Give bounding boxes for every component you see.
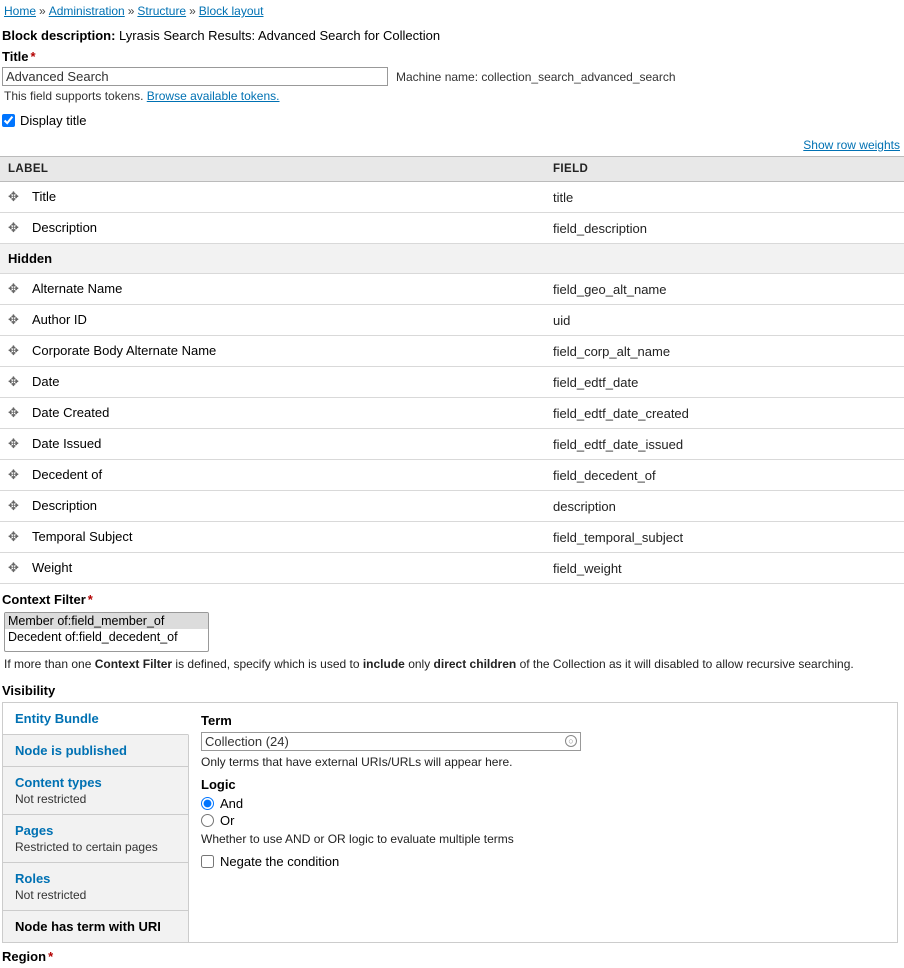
negate-row xyxy=(201,854,885,869)
tab-content-types-summary: Not restricted xyxy=(15,792,87,806)
autocomplete-throbber-icon: ○ xyxy=(565,735,577,747)
table-row[interactable] xyxy=(0,182,904,213)
fields-table xyxy=(0,156,904,584)
row-field: field_geo_alt_name xyxy=(545,274,904,305)
required-marker: * xyxy=(30,49,36,64)
row-field: field_edtf_date xyxy=(545,367,904,398)
drag-handle-icon[interactable]: ✥ xyxy=(8,529,19,544)
tab-pages-title: Pages xyxy=(15,823,54,838)
drag-handle-icon[interactable]: ✥ xyxy=(8,343,19,358)
breadcrumb-separator: » xyxy=(127,4,135,18)
tab-node-has-term-with-uri-title: Node has term with URI xyxy=(15,919,161,934)
table-row[interactable] xyxy=(0,491,904,522)
tab-pages-summary: Restricted to certain pages xyxy=(15,840,158,854)
logic-radio-and-label: And xyxy=(220,796,244,811)
region-row-field xyxy=(545,244,904,274)
title-form-item xyxy=(0,49,904,109)
help-mid2: only xyxy=(404,657,434,671)
row-label: Temporal Subject xyxy=(32,529,133,544)
logic-radio-or[interactable] xyxy=(201,814,214,827)
row-label: Date xyxy=(32,374,60,389)
logic-label: Logic xyxy=(201,777,236,792)
context-filter-help xyxy=(2,652,904,677)
drag-handle-icon[interactable]: ✥ xyxy=(8,436,19,451)
title-label xyxy=(2,49,36,64)
row-label: Corporate Body Alternate Name xyxy=(32,343,217,358)
row-field: field_temporal_subject xyxy=(545,522,904,553)
tab-roles[interactable] xyxy=(3,863,188,911)
tokens-help xyxy=(2,86,904,107)
context-filter-option-member-of[interactable] xyxy=(5,613,208,629)
term-label: Term xyxy=(201,713,232,728)
table-row[interactable] xyxy=(0,213,904,244)
term-autocomplete-wrap xyxy=(201,732,581,751)
help-bold-include: include xyxy=(362,657,405,671)
row-field: field_decedent_of xyxy=(545,460,904,491)
fields-table-head xyxy=(0,157,904,182)
help-pre: If more than one xyxy=(4,657,95,671)
row-label: Decedent of xyxy=(32,467,103,482)
breadcrumb-item-structure[interactable]: Structure xyxy=(137,4,187,18)
visibility-pane xyxy=(189,703,897,942)
table-row[interactable] xyxy=(0,429,904,460)
logic-option-and-row xyxy=(201,796,885,811)
column-header-label: LABEL xyxy=(0,157,545,182)
block-description xyxy=(0,24,904,49)
row-label: Description xyxy=(32,220,98,235)
browse-tokens-link[interactable]: Browse available tokens. xyxy=(146,89,280,103)
drag-handle-icon[interactable]: ✥ xyxy=(8,312,19,327)
row-field: description xyxy=(545,491,904,522)
breadcrumb-item-block-layout[interactable]: Block layout xyxy=(198,4,264,18)
tab-entity-bundle-title: Entity Bundle xyxy=(15,711,99,726)
term-input[interactable] xyxy=(201,732,581,751)
row-field: field_edtf_date_issued xyxy=(545,429,904,460)
row-field: uid xyxy=(545,305,904,336)
title-label-text: Title xyxy=(2,49,29,64)
term-description: Only terms that have external URIs/URLs will appear here. xyxy=(201,755,513,769)
table-row[interactable] xyxy=(0,274,904,305)
region-row-label: Hidden xyxy=(0,244,545,274)
drag-handle-icon[interactable]: ✥ xyxy=(8,560,19,575)
help-bold-context-filter: Context Filter xyxy=(94,657,173,671)
breadcrumb-separator: » xyxy=(189,4,196,18)
tab-entity-bundle[interactable] xyxy=(3,703,189,735)
negate-checkbox[interactable] xyxy=(201,855,214,868)
machine-name-text: Machine name: collection_search_advanced_search xyxy=(396,69,676,84)
tab-node-is-published[interactable] xyxy=(3,735,188,767)
table-row[interactable] xyxy=(0,522,904,553)
region-label xyxy=(0,943,904,964)
drag-handle-icon[interactable]: ✥ xyxy=(8,281,19,296)
breadcrumb-separator: » xyxy=(39,4,46,18)
context-filter-option-decedent-of[interactable] xyxy=(5,629,208,645)
logic-option-or-row xyxy=(201,813,885,828)
breadcrumb-item-administration[interactable]: Administration xyxy=(48,4,125,18)
required-marker: * xyxy=(87,592,93,607)
row-label: Alternate Name xyxy=(32,281,123,296)
row-field: field_edtf_date_created xyxy=(545,398,904,429)
fields-table-header-row xyxy=(0,157,904,182)
tab-pages[interactable] xyxy=(3,815,188,863)
title-input[interactable] xyxy=(2,67,388,86)
help-bold-direct-children: direct children xyxy=(433,657,517,671)
logic-description: Whether to use AND or OR logic to evaluate multiple terms xyxy=(201,832,514,846)
drag-handle-icon[interactable]: ✥ xyxy=(8,189,19,204)
table-row[interactable] xyxy=(0,553,904,584)
table-row[interactable] xyxy=(0,336,904,367)
block-description-label: Block description: xyxy=(2,28,116,43)
display-title-row xyxy=(0,109,904,134)
required-marker: * xyxy=(48,949,54,964)
tab-node-is-published-title: Node is published xyxy=(15,743,127,758)
row-field: field_description xyxy=(545,213,904,244)
row-label: Date Issued xyxy=(32,436,102,451)
context-filter-select-wrap xyxy=(2,610,904,652)
visibility-tabs-menu xyxy=(3,703,189,942)
help-post: of the Collection as it will disabled to allow recursive searching. xyxy=(516,657,854,671)
table-row[interactable] xyxy=(0,398,904,429)
block-description-value: Lyrasis Search Results: Advanced Search for Collection xyxy=(119,28,441,43)
tab-roles-title: Roles xyxy=(15,871,51,886)
tab-node-has-term-with-uri[interactable] xyxy=(3,911,188,942)
breadcrumb-item-home[interactable]: Home xyxy=(4,4,37,18)
show-row-weights-row xyxy=(0,134,904,156)
display-title-checkbox[interactable] xyxy=(2,114,15,127)
visibility-vertical-tabs xyxy=(2,702,898,943)
row-label: Weight xyxy=(32,560,73,575)
breadcrumb xyxy=(0,0,904,24)
tab-content-types[interactable] xyxy=(3,767,188,815)
logic-radio-or-label: Or xyxy=(220,813,235,828)
table-region-row-hidden xyxy=(0,244,904,274)
table-row[interactable] xyxy=(0,305,904,336)
row-label: Date Created xyxy=(32,405,110,420)
help-mid1: is defined, specify which is used to xyxy=(172,657,363,671)
display-title-label: Display title xyxy=(20,113,87,128)
negate-label: Negate the condition xyxy=(220,854,340,869)
drag-handle-icon[interactable]: ✥ xyxy=(8,405,19,420)
row-field: field_corp_alt_name xyxy=(545,336,904,367)
fields-table-body xyxy=(0,182,904,584)
show-row-weights-link[interactable]: Show row weights xyxy=(803,138,900,152)
tokens-help-text: This field supports tokens. xyxy=(4,89,144,103)
drag-handle-icon[interactable]: ✥ xyxy=(8,498,19,513)
column-header-field: FIELD xyxy=(545,157,904,182)
context-filter-form-item xyxy=(0,584,904,679)
drag-handle-icon[interactable]: ✥ xyxy=(8,374,19,389)
row-label: Title xyxy=(32,189,57,204)
title-row xyxy=(2,67,904,86)
tab-roles-summary: Not restricted xyxy=(15,888,87,902)
context-filter-label xyxy=(2,592,93,607)
table-row[interactable] xyxy=(0,367,904,398)
context-filter-label-text: Context Filter xyxy=(2,592,86,607)
tab-content-types-title: Content types xyxy=(15,775,102,790)
drag-handle-icon[interactable]: ✥ xyxy=(8,220,19,235)
context-filter-select[interactable] xyxy=(4,612,209,652)
row-label: Description xyxy=(32,498,98,513)
drag-handle-icon[interactable]: ✥ xyxy=(8,467,19,482)
table-row[interactable] xyxy=(0,460,904,491)
visibility-heading: Visibility xyxy=(2,683,56,698)
row-field: field_weight xyxy=(545,553,904,584)
logic-radio-and[interactable] xyxy=(201,797,214,810)
row-field: title xyxy=(545,182,904,213)
region-label-text: Region xyxy=(2,949,47,964)
row-label: Author ID xyxy=(32,312,87,327)
